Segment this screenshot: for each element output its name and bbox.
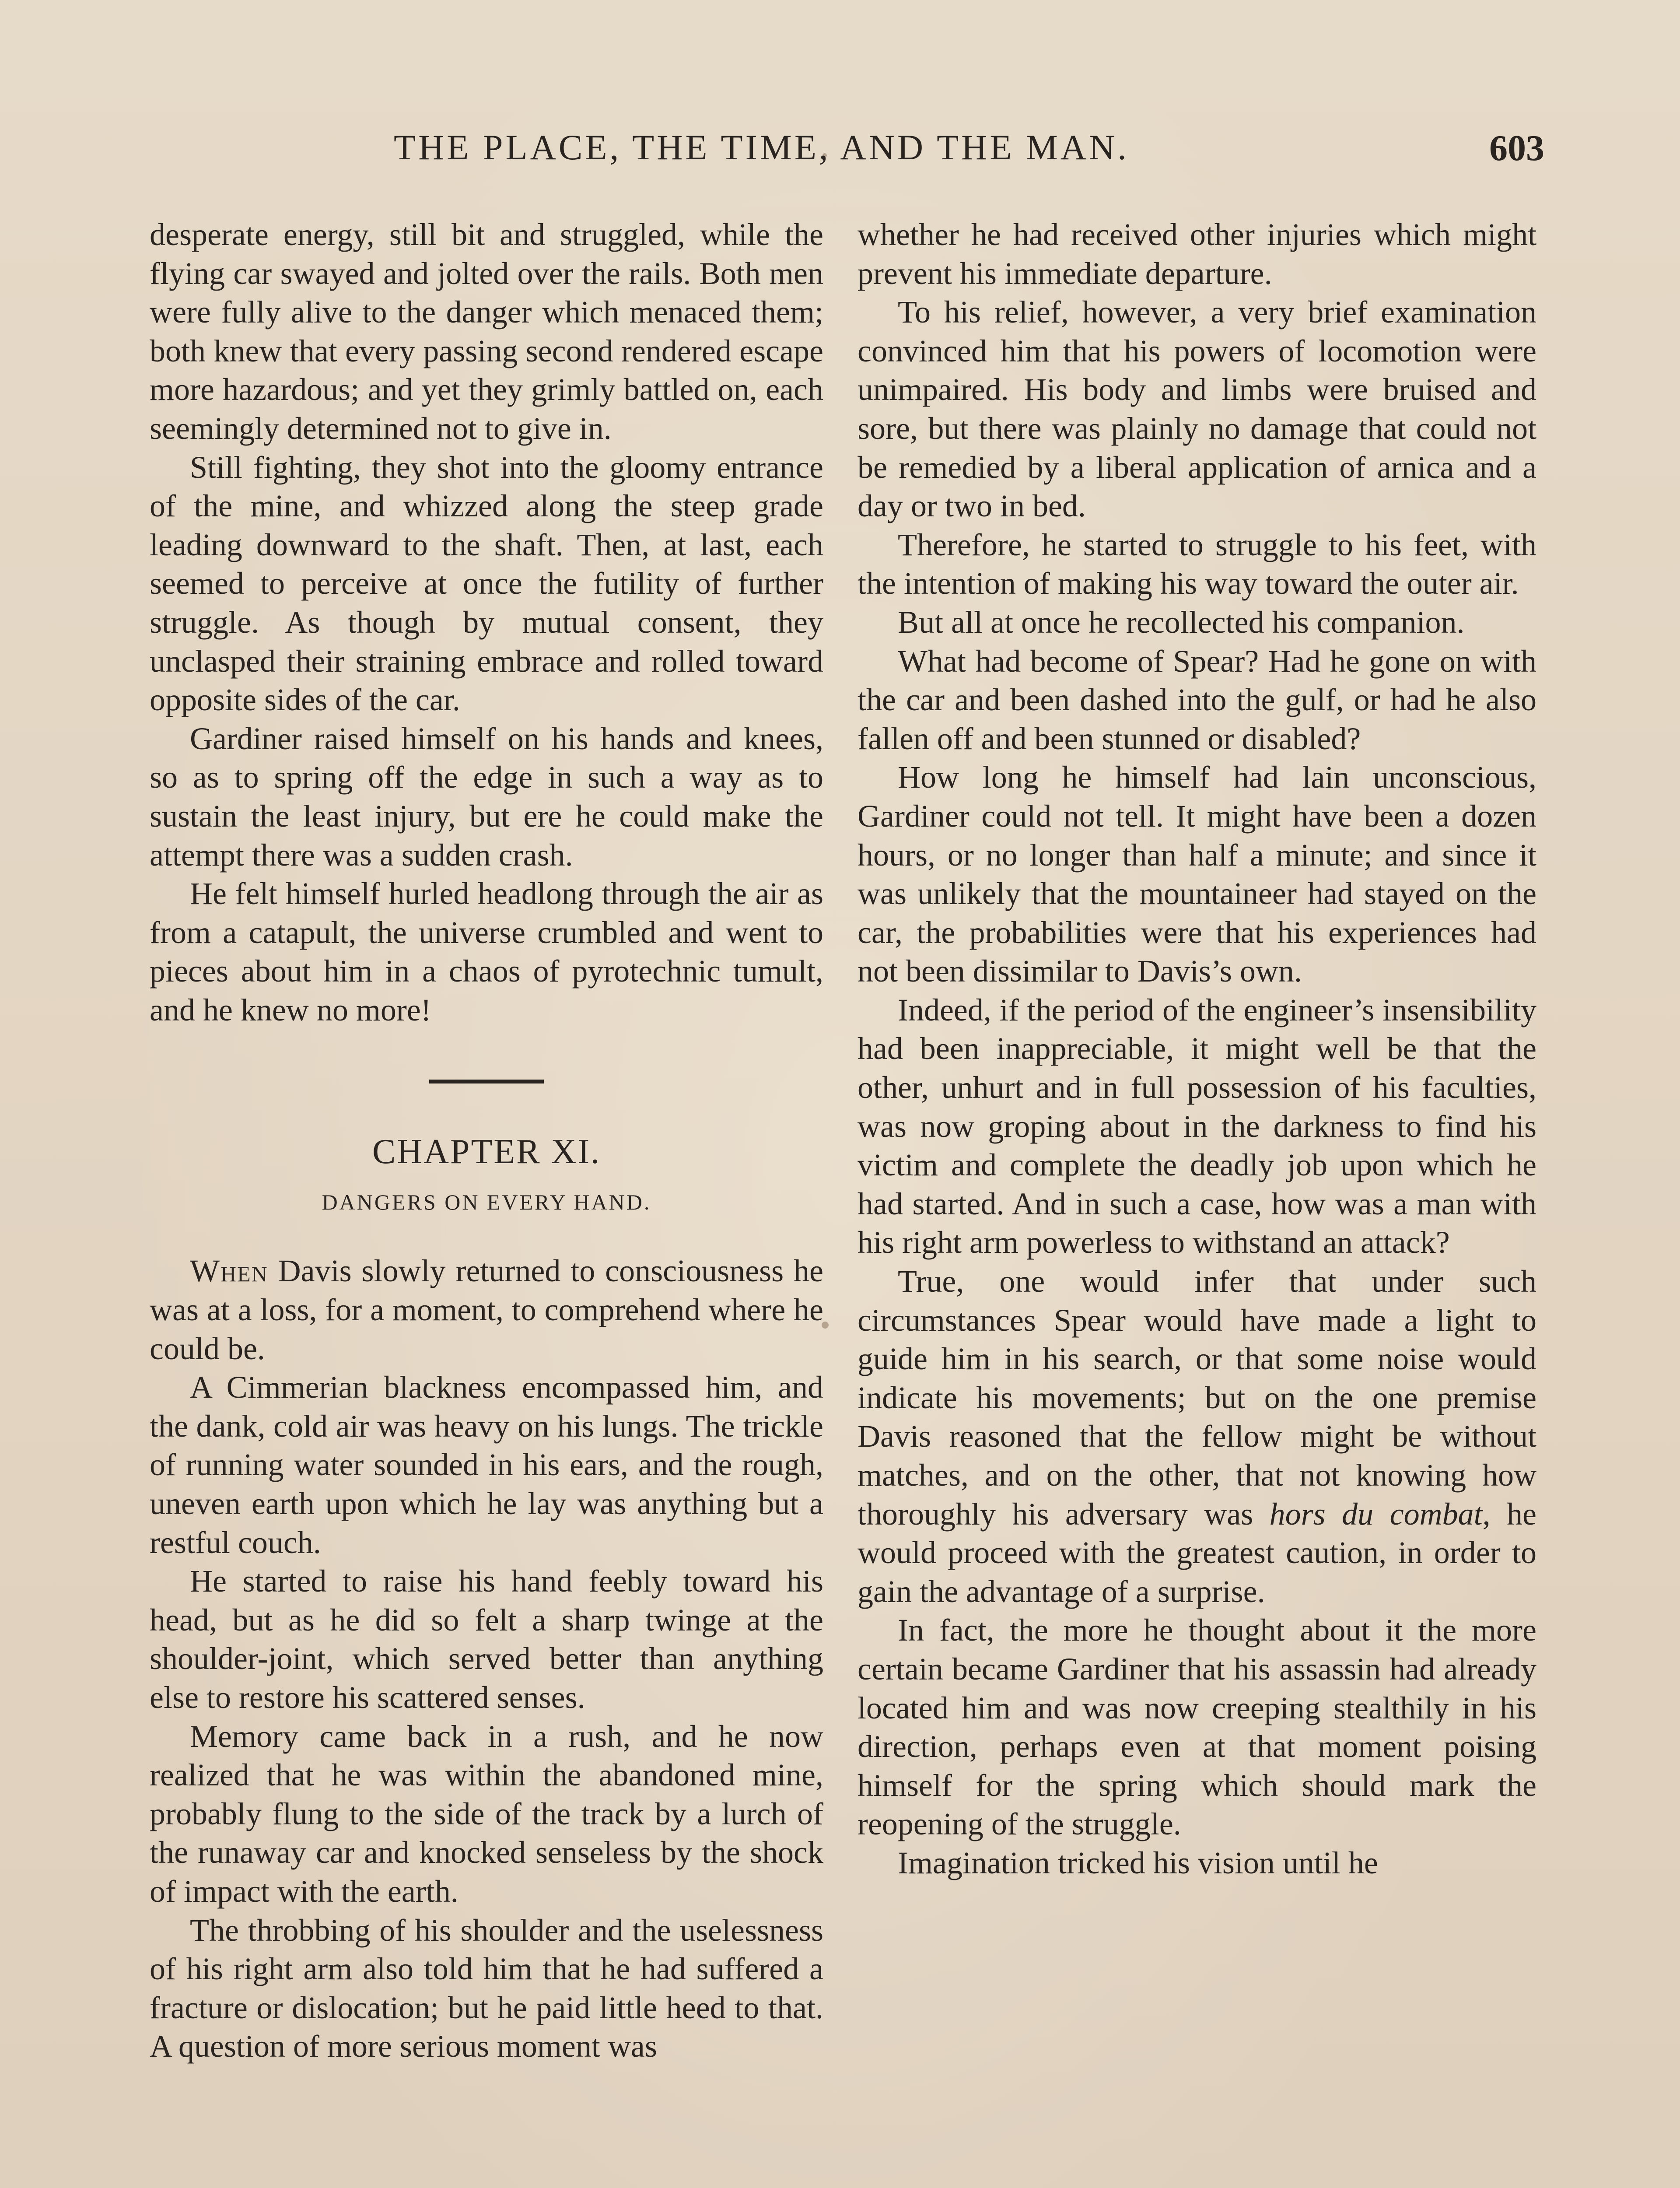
opening-text: Davis slowly returned to consciousness he was at a loss, for a moment, to comprehend where he could be. [150, 1253, 823, 1366]
paragraph: But all at once he recollected his companion. [898, 604, 1465, 640]
paragraph: Indeed, if the period of the engineer’s insensibility had been inappreciable, it might well be that the other, unhurt and in full possession of his faculties, was now groping about in the darkness to find his victim and complete the deadly job upon which he had started. And in such a case, how was a man with his right arm powerless to withstand an attack? [858, 992, 1536, 1260]
paragraph [858, 1262, 1536, 1611]
paragraph: In fact, the more he thought about it the more certain became Gardiner that his assassin had already located him and was now creeping stealthily in his direction, perhaps even at that moment poising himself for the spring which should mark the reopening of the struggle. [858, 1613, 1536, 1842]
chapter-title: CHAPTER XI. [372, 1133, 601, 1171]
paragraph: Still fighting, they shot into the gloomy entrance of the mine, and whizzed along the steep grade leading downward to the shaft. Then, at last, each seemed to perceive at once the futility of further struggle. As though by mutual consent, they unclasped their straining embrace and rolled toward opposite sides of the car. [150, 449, 823, 718]
paragraph: Therefore, he started to struggle to his feet, with the intention of making his way toward the outer air. [858, 527, 1536, 601]
paragraph-text: True, one would infer that under such circumstances Spear would have made a light to guide him in his search, or that some noise would indicate his movements; but on the one premise Davis reasoned that the fellow might be without matches, and on the other, that not knowing how thoroughly his adversary was [858, 1264, 1536, 1532]
paragraph: He felt himself hurled headlong through the air as from a catapult, the universe crumbled and went to pieces about him in a chaos of pyrotechnic tumult, and he knew no more! [150, 876, 823, 1027]
paragraph: A Cimmerian blackness encompassed him, and the dank, cold air was heavy on his lungs. The trickle of running water sounded in his ears, and the rough, uneven earth upon which he lay was anything but a restful couch. [150, 1370, 823, 1560]
left-column [150, 215, 823, 2066]
chapter-subtitle: DANGERS ON EVERY HAND. [322, 1190, 651, 1215]
paragraph: whether he had received other injuries which might prevent his immediate departure. [858, 217, 1536, 291]
paragraph: Memory came back in a rush, and he now realized that he was within the abandoned mine, probably flung to the side of the track by a lurch of the runaway car and knocked senseless by the shock of impact with the earth. [150, 1718, 823, 1909]
paragraph-text: , he would proceed with the greatest caution, in order to gain the advantage of a surprise. [858, 1496, 1536, 1609]
chapter-divider-rule [429, 1080, 544, 1083]
paragraph: He started to raise his hand feebly toward his head, but as he did so felt a sharp twinge at the shoulder-joint, which served better than anything else to restore his scattered senses. [150, 1564, 823, 1715]
paragraph: The throbbing of his shoulder and the uselessness of his right arm also told him that he had suffered a fracture or dislocation; but he paid little heed to that. A question of more serious moment was [150, 1912, 823, 2064]
paragraph: What had become of Spear? Had he gone on with the car and been dashed into the gulf, or had he also fallen off and been stunned or disabled? [858, 643, 1536, 756]
paragraph: To his relief, however, a very brief examination convinced him that his powers of locomotion were unimpaired. His body and limbs were bruised and sore, but there was plainly no damage that could not be remedied by a liberal application of arnica and a day or two in bed. [858, 295, 1536, 524]
italic-phrase: hors du combat [1269, 1496, 1483, 1532]
opening-word: When [190, 1253, 268, 1289]
running-title: THE PLACE, THE TIME, AND THE MAN. [394, 127, 1129, 167]
paragraph: Gardiner raised himself on his hands and knees, so as to spring off the edge in such a way as to sustain the least injury, but ere he could make the attempt there was a sudden crash. [150, 721, 823, 873]
paragraph: desperate energy, still bit and struggled, while the flying car swayed and jolted over the rails. Both men were fully alive to the danger which menaced them; both knew that every passing second rendered escape more hazardous; and yet they grimly battled on, each seemingly determined not to give in. [150, 217, 823, 446]
chapter-opening-paragraph [150, 1252, 823, 1368]
page-number: 603 [1489, 128, 1544, 168]
right-column [858, 215, 1536, 1883]
page-header [149, 127, 1544, 179]
paragraph: How long he himself had lain unconscious, Gardiner could not tell. It might have been a dozen hours, or no longer than half a minute; and since it was unlikely that the mountaineer had stayed on the car, the probabilities were that his experiences had not been dissimilar to Davis’s own. [858, 760, 1536, 989]
paragraph: Imagination tricked his vision until he [898, 1845, 1378, 1880]
